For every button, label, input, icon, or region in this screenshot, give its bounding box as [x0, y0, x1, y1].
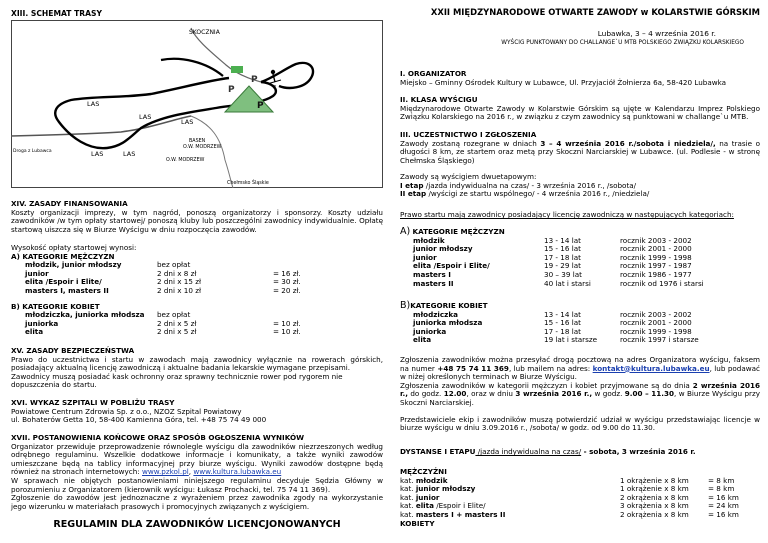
list-item: 2 dni x 10 zł [157, 285, 202, 295]
fees-men-title: A) KATEGORIE MĘŻCZYZN [11, 251, 115, 261]
link-kultura[interactable]: www.kultura.lubawka.eu [193, 467, 282, 477]
list-item: 2 dni x 5 zł [157, 318, 197, 328]
reg-a: Zgłoszenia zawodników można przesyłać drogą pocztową na adres Organizatora wyścigu, faksem na numer [400, 355, 760, 373]
distance-category-suffix: /Espoir i Elite/ [433, 501, 486, 511]
list-item: juniorka [25, 318, 59, 328]
list-item: = 24 km [708, 501, 739, 511]
section-hospitals [11, 399, 383, 425]
categories-women-letter: B) [400, 300, 411, 311]
distances-title-date: - sobota, 3 września 2016 r. [581, 447, 696, 456]
header-title: XXII MIĘDZYNARODOWE OTWARTE ZAWODY w KOLARSTWIE GÓRSKIM [430, 7, 760, 17]
list-item: rocznik 1999 - 1998 [620, 326, 692, 336]
fees-intro: Wysokość opłaty startowej wynosi: [11, 243, 137, 252]
list-item: 2 dni x 8 zł [157, 268, 197, 278]
label-las3: LAS [181, 118, 194, 126]
list-item: bez opłat [157, 310, 191, 320]
list-item: junior młodszy [413, 244, 473, 254]
start-marker [231, 66, 243, 73]
list-item: 30 – 39 lat [544, 269, 582, 279]
hospitals-title: XVI. WYKAZ SZPITALI W POBLIŻU TRASY [11, 398, 175, 407]
fees-women-table [11, 311, 383, 337]
stage-2-label: II etap [400, 189, 427, 199]
class-title: II. KLASA WYŚCIGU [400, 95, 478, 104]
list-item: rocznik 2001 - 2000 [620, 244, 692, 254]
list-item: 2 dni x 5 zł [157, 327, 197, 337]
reg-d: Zgłoszenia zawodników w kategorii mężczyzn i kobiet przyjmowane są do dnia [400, 380, 693, 390]
map-title: XIII. SCHEMAT TRASY [11, 9, 102, 18]
fees-men-names [25, 261, 157, 295]
label-p1: P [251, 75, 258, 85]
list-item: 13 - 14 lat [544, 309, 581, 319]
categories-women-years [620, 311, 699, 345]
section-class [400, 96, 760, 122]
categories-women [400, 302, 760, 345]
stages-intro: Zawody są wyścigiem dwuetapowym: [400, 172, 537, 181]
list-item: elita /Espoir i Elite/ [413, 261, 490, 271]
route-map [11, 20, 383, 188]
categories-men-title: KATEGORIE MĘŻCZYZN [412, 227, 505, 236]
distances-title [400, 448, 760, 457]
participation-title: III. UCZESTNICTWO I ZGŁOSZENIA [400, 130, 537, 139]
section-final [11, 434, 383, 511]
label-p2: P [228, 85, 235, 95]
list-item: elita /Espoir i Elite/ [25, 277, 102, 287]
distances-table [400, 468, 760, 528]
label-modrzew: O.W. MODRZEW [166, 158, 205, 163]
distances-title-sub: /jazda indywidualna na czas/ [475, 447, 582, 456]
list-item: 40 lat i starsi [544, 278, 591, 288]
email-link[interactable]: kontakt@kultura.lubawka.eu [592, 363, 710, 373]
link-pzkol[interactable]: www.pzkol.pl [142, 467, 189, 477]
list-item: masters I, masters II [25, 285, 109, 295]
label-chelmsko: Chełmsko Śląskie [227, 181, 269, 186]
distance-category-name: młodzik [415, 475, 448, 485]
list-item: 17 - 18 lat [544, 326, 581, 336]
reg-g: 12.00 [443, 389, 467, 399]
header-date: Lubawka, 3 – 4 września 2016 r. [597, 29, 716, 38]
registration-text [400, 356, 760, 433]
reg-i: 3 września 2016 r., [515, 389, 593, 399]
reg-b: , lub mailem na adres: [508, 363, 593, 373]
distance-category-name: elita [415, 501, 434, 511]
list-item: 13 - 14 lat [544, 235, 581, 245]
list-item: 1 okrążenie x 8 km [620, 475, 689, 485]
list-item: młodzik [413, 235, 445, 245]
fees-women-names [25, 311, 157, 337]
section-stages [400, 173, 760, 199]
list-item: = 10 zł. [273, 318, 301, 328]
list-item: rocznik 2003 - 2002 [620, 235, 692, 245]
distance-category-name: masters I + masters II [415, 509, 506, 519]
distances-men-totals [708, 477, 739, 520]
fees-women-desc [157, 311, 273, 337]
distance-prefix: kat. [400, 492, 416, 502]
distances-men-laps [620, 477, 708, 520]
label-skocznia: SKOCZNIA [189, 29, 220, 36]
distance-prefix: kat. [400, 475, 416, 485]
list-item: masters I [413, 269, 451, 279]
list-item: 15 - 16 lat [544, 244, 581, 254]
participation-dates: 3 – 4 września 2016 r./sobota i niedziela/, [540, 138, 716, 148]
section-safety [11, 347, 383, 390]
list-item: 2 dni x 15 zł [157, 277, 202, 287]
distances-men-rows [400, 477, 760, 520]
distance-prefix: kat. [400, 501, 416, 511]
list-item: elita [25, 327, 44, 337]
stage-2-text: /wyścigi ze startu wspólnego/ - 4 września 2016 r., /niedziela/ [426, 189, 650, 199]
safety-text: Prawo do uczestnictwa i startu w zawodach mają zawodnicy wyłącznie na rowerach górskich, posiadający aktualną licencję zawodniczą i aktualne badania lekarskie wymagane przepisami. [11, 354, 383, 373]
fees-men-desc [157, 261, 273, 295]
hospitals-line-1: Powiatowe Centrum Zdrowia Sp. z o.o., NZOZ Szpital Powiatowy [11, 406, 242, 416]
reg-c: , lub podawać w niżej określonych terminach w Biurze Wyścigu. [400, 363, 760, 382]
section-organizer [400, 70, 760, 87]
list-item: masters II [413, 278, 454, 288]
stage-1-text: /jazda indywidualna na czas/ - 3 września 2016 r., /sobota/ [423, 180, 637, 190]
final-title: XVII. POSTANOWIENIA KOŃCOWE ORAZ SPOSÓB OGŁOSZENIA WYNIKÓW [11, 433, 305, 442]
label-basen: BASEN [189, 139, 206, 144]
list-item: młodzik, junior młodszy [25, 260, 122, 270]
final-text-1 [11, 443, 383, 477]
hospitals-line-2: ul. Bohaterów Getta 10, 58-400 Kamienna Góra, tel. +48 75 74 49 000 [11, 415, 267, 425]
list-item: rocznik 2003 - 2002 [620, 309, 692, 319]
list-item: rocznik od 1976 i starsi [620, 278, 704, 288]
list-item: = 30 zł. [273, 277, 301, 287]
list-item: młodziczka, juniorka młodsza [25, 310, 145, 320]
final-comma: , [188, 467, 194, 477]
categories-men-letter: A) [400, 226, 411, 237]
financing-text: Koszty organizacji imprezy, w tym nagród, ponoszą organizatorzy i sponsorzy. Koszty udziału zawodników /w tym opłaty startowej/ ponoszą kluby lub poszczególni zawodnicy indywidualnie. Opłatę startową uiszcza się w Biurze Wyścigu w dniu rozpoczęcia zawodów. [11, 207, 383, 234]
final-text-1a: Organizator przewiduje przeprowadzenie równolegle wyścigu dla zawodników niezrzeszonych według odrębnego regulaminu. Wszelkie dodatkowe informacje i komunikaty, a także wyniki zawodów umieszczane będą na tablicy informacyjnej przy biurze wyścigu. Wyniki zawodów dostępne będą również na stronach internetowych: [11, 441, 383, 477]
reg-e: 2 września 2016 r., [400, 380, 760, 399]
final-text-3: Zgłoszenie do zawodów jest jednoznaczne z wyrażeniem przez zawodnika zgody na wykorzystanie jego wizerunku w materiałach prasowych i promocyjnych związanych z wyścigiem. [11, 493, 383, 511]
list-item: rocznik 1986 - 1977 [620, 269, 692, 279]
distances-men-cats [400, 477, 620, 520]
list-item: = 16 zł. [273, 268, 301, 278]
organizer-title: I. ORGANIZATOR [400, 69, 467, 78]
participation-text-c: na trasie o długości 8 km, ze startem oraz metą przy Skoczni Narciarskiej w Lubawce. (ul. Podlesie - w stronę Chełmska Śląskiego) [400, 138, 760, 165]
organizer-text: Miejsko – Gminny Ośrodek Kultury w Lubawce, Ul. Przyjaciół Żołnierza 6a, 58-420 Lubawka [400, 77, 727, 87]
list-item: młodziczka [413, 309, 458, 319]
reg-f: do godz. [407, 389, 444, 399]
list-item: = 8 km [708, 484, 735, 494]
fax-number: +48 75 74 11 369 [437, 363, 509, 373]
categories-women-table [400, 311, 760, 345]
categories-men-names [413, 237, 544, 289]
distances-men-title: MĘŻCZYŹNI [400, 467, 447, 476]
categories-men [400, 228, 760, 288]
list-item: junior [413, 252, 437, 262]
categories-women-title: KATEGORIE KOBIET [410, 301, 488, 310]
label-las2: LAS [139, 113, 152, 121]
stage-1-label: I etap [400, 180, 424, 190]
categories-women-ages [544, 311, 620, 345]
fees-men-totals [273, 261, 301, 295]
label-p3: P [257, 101, 264, 111]
section-fees [11, 244, 383, 337]
categories-women-names [413, 311, 544, 345]
safety-text-2: Zawodnicy muszą posiadać kask ochronny oraz sprawny technicznie rower pod rygorem nie dopuszczenia do startu. [11, 371, 343, 390]
distance-category-name: junior [415, 492, 440, 502]
list-item: bez opłat [157, 260, 191, 270]
list-item: 3 okrążenia x 8 km [620, 501, 689, 511]
participation-text-a: Zawody zostaną rozegrane w dniach [400, 138, 541, 148]
stage-2 [400, 190, 760, 199]
registration-para-3: Przedstawiciele ekip i zawodników muszą potwierdzić udział w wyścigu przedstawiając licencje w biurze wyścigu w dniu 3.09.2016 r., /sobota/ w godz. od 9.00 do 11.30. [400, 414, 760, 433]
label-las5: LAS [123, 150, 136, 158]
registration-para-1 [400, 356, 760, 382]
list-item: = 16 km [708, 492, 739, 502]
list-item: 2 okrążenia x 8 km [620, 492, 689, 502]
label-las1: LAS [87, 100, 100, 108]
fees-women-totals [273, 311, 301, 337]
header-subtitle: WYŚCIG PUNKTOWANY DO CHALLANGE`U MTB POLSKIEGO ZWIĄZKU KOLARSKIEGO [501, 40, 744, 46]
fees-women-title: B) KATEGORIE KOBIET [11, 301, 100, 311]
list-item: = 20 zł. [273, 285, 301, 295]
list-item: rocznik 1999 - 1998 [620, 252, 692, 262]
categories-men-table [400, 237, 760, 289]
list-item: juniorka [413, 326, 447, 336]
list-item: juniorka młodsza [413, 318, 483, 328]
distance-prefix: kat. [400, 484, 416, 494]
list-item: 19 lat i starsze [544, 335, 598, 345]
list-item: 2 okrążenia x 8 km [620, 509, 689, 519]
distance-prefix: kat. [400, 509, 416, 519]
final-text-2: W sprawach nie objętych postanowieniami niniejszego regulaminu decyduje Sędzia Główny w porozumieniu z Organizatorem (kierownik wyścigu: Łukasz Prochacki, tel. 75 74 11 369). [11, 475, 383, 494]
list-item: rocznik 1997 i starsze [620, 335, 699, 345]
fees-men-table [11, 261, 383, 295]
categories-intro: Prawo startu mają zawodnicy posiadający licencję zawodniczą w następujących kategoriach: [400, 210, 734, 219]
list-item: elita [413, 335, 432, 345]
safety-title: XV. ZASADY BEZPIECZEŃSTWA [11, 346, 135, 355]
list-item: = 8 km [708, 475, 735, 485]
reg-l: , w Biurze Wyścigu przy Skoczni Narciarskiej. [400, 389, 760, 407]
list-item: 19 - 29 lat [544, 261, 581, 271]
doc-header [395, 7, 760, 46]
distance-category-name: junior młodszy [415, 484, 476, 494]
bottom-title: REGULAMIN DLA ZAWODNIKÓW LICENCJONOWANYCH [53, 519, 341, 530]
reg-h: , oraz w dniu [466, 389, 516, 399]
distances-title-label: DYSTANSE I ETAPU [400, 447, 476, 456]
section-participation [400, 131, 760, 165]
list-item: 17 - 18 lat [544, 252, 581, 262]
participation-text [400, 140, 760, 166]
list-item: = 16 km [708, 509, 739, 519]
financing-title: XIV. ZASADY FINANSOWANIA [11, 199, 128, 208]
categories-men-years [620, 237, 704, 289]
reg-j: w godz. [592, 389, 625, 399]
label-las4: LAS [91, 150, 104, 158]
categories-men-ages [544, 237, 620, 289]
label-road: Droga z Lubawca [13, 149, 52, 154]
list-item: 1 okrążenie x 8 km [620, 484, 689, 494]
list-item: junior [25, 268, 49, 278]
section-financing [11, 200, 383, 234]
list-item: rocznik 2001 - 2000 [620, 318, 692, 328]
class-text: Międzynarodowe Otwarte Zawody w Kolarstwie Górskim są ujęte w Kalendarzu Imprez Polskiego Związku Kolarskiego na 2016 r., w związku z czym zawodnicy są punktowani w challange`u MTB. [400, 103, 760, 122]
registration-para-2 [400, 382, 760, 408]
distances-women-title: KOBIETY [400, 518, 435, 528]
list-item: = 10 zł. [273, 327, 301, 337]
label-basen-modrzew: O.W. MODRZEW [183, 145, 222, 150]
list-item: rocznik 1997 - 1987 [620, 261, 692, 271]
list-item: 15 - 16 lat [544, 318, 581, 328]
reg-k: 9.00 – 11.30 [624, 389, 675, 399]
